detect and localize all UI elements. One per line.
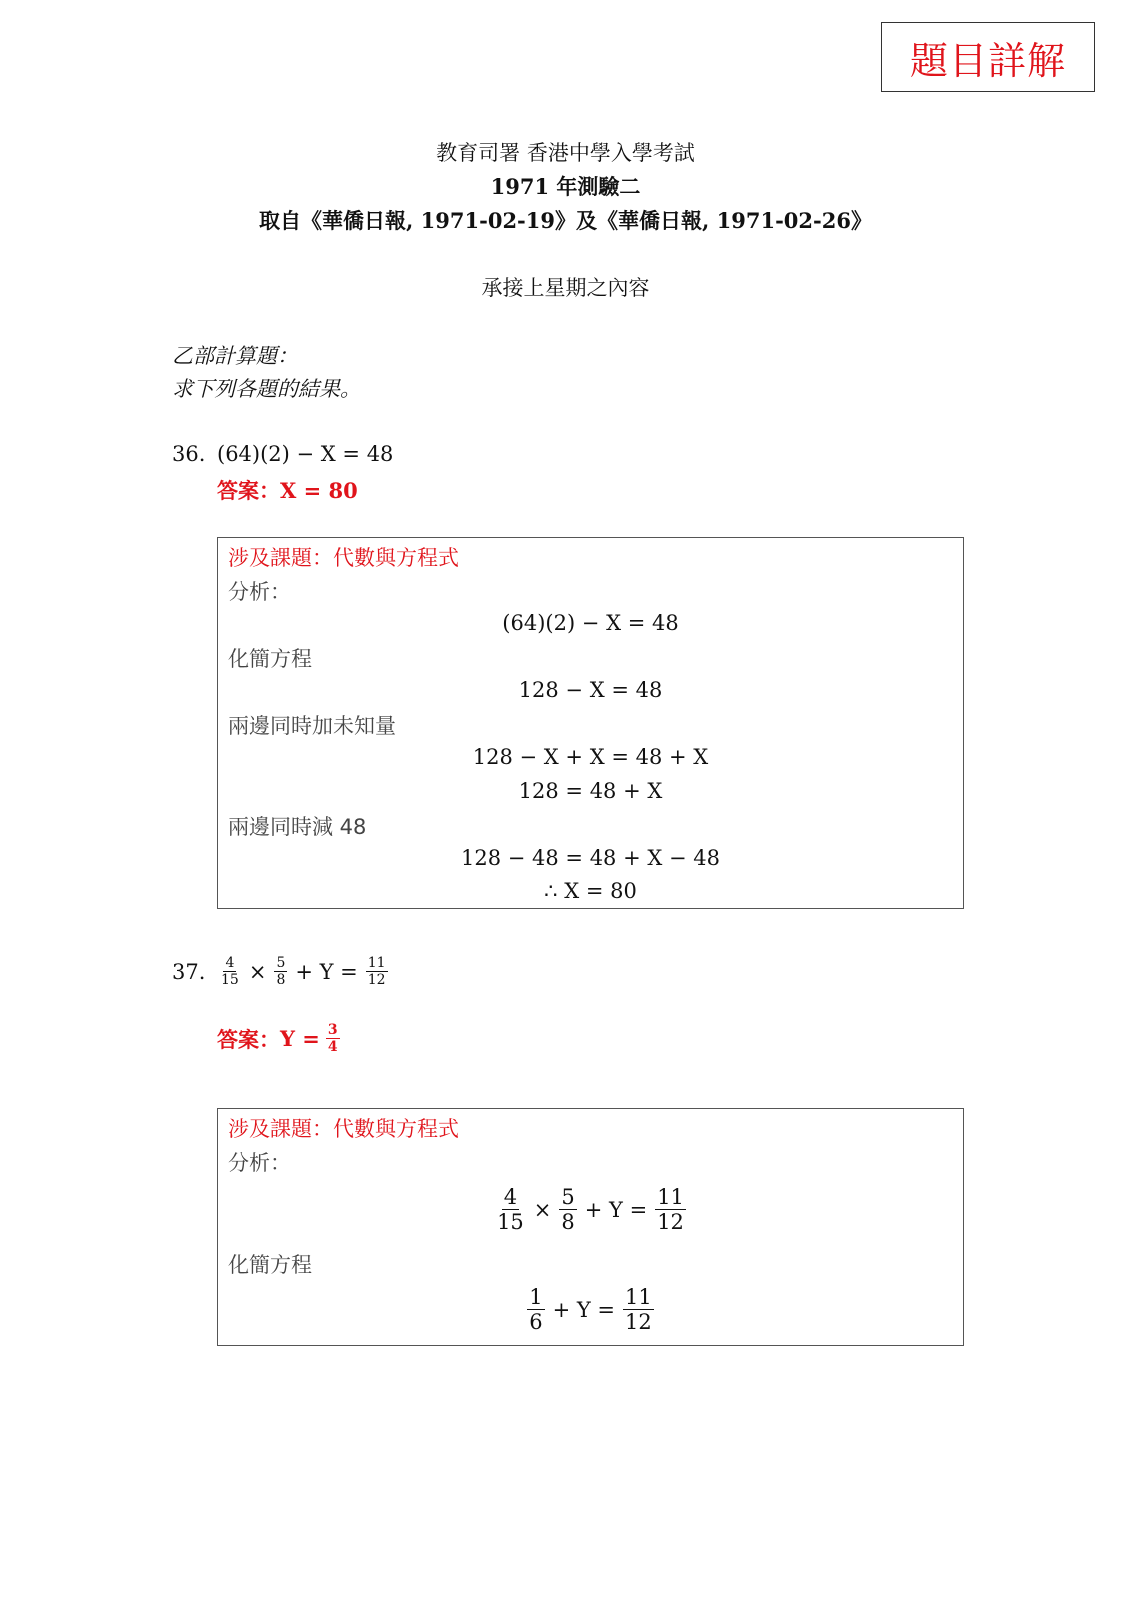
numerator: 3 xyxy=(327,1022,338,1038)
question-number: 36. xyxy=(172,442,206,466)
step-label: 兩邊同時加未知量 xyxy=(228,714,396,738)
equation-line xyxy=(218,1185,963,1234)
answer-prefix: 答案： xyxy=(217,478,280,503)
solution-box-36 xyxy=(217,537,964,909)
numerator: 5 xyxy=(276,955,286,971)
topic-label: 涉及課題：代數與方程式 xyxy=(228,546,459,570)
numerator: 11 xyxy=(657,1185,684,1209)
plus-y-equals: + Y = xyxy=(584,1197,648,1222)
denominator: 15 xyxy=(221,972,239,989)
analysis-label: 分析： xyxy=(228,1151,291,1175)
numerator: 11 xyxy=(367,955,386,971)
denominator: 8 xyxy=(276,972,286,989)
denominator: 12 xyxy=(625,1310,652,1335)
header-test-year: 1971 年測驗二 xyxy=(490,174,641,199)
denominator: 6 xyxy=(529,1310,543,1335)
step-label: 化簡方程 xyxy=(228,647,312,671)
question-text: (64)(2) − X = 48 xyxy=(217,442,394,466)
denominator: 8 xyxy=(561,1210,575,1235)
equation-line xyxy=(218,1285,963,1334)
denominator: 12 xyxy=(657,1210,684,1235)
question-number: 37. xyxy=(172,959,206,984)
solution-box-37 xyxy=(217,1108,964,1346)
fraction xyxy=(527,1285,544,1334)
answer-lhs: Y = xyxy=(280,1026,320,1052)
fraction xyxy=(655,1185,686,1234)
answer-value: X = 80 xyxy=(280,477,358,503)
fraction xyxy=(366,955,388,988)
numerator: 5 xyxy=(561,1185,575,1209)
fraction xyxy=(274,955,287,988)
fraction xyxy=(495,1185,526,1234)
times-sign: × xyxy=(248,959,267,984)
fraction xyxy=(219,955,241,988)
question-37 xyxy=(172,955,390,988)
topic-label: 涉及課題：代數與方程式 xyxy=(228,1117,459,1141)
fraction xyxy=(623,1285,654,1334)
conclusion-line: ∴ X = 80 xyxy=(544,879,637,903)
header-exam-title: 教育司署 香港中學入學考試 xyxy=(436,141,695,165)
times-sign: × xyxy=(533,1197,552,1222)
denominator: 12 xyxy=(367,972,386,989)
analysis-label: 分析： xyxy=(228,580,291,604)
section-instruction: 求下列各題的結果。 xyxy=(172,377,361,401)
numerator: 1 xyxy=(529,1285,543,1309)
answer-fraction xyxy=(326,1022,340,1055)
equation-line: 128 − X = 48 xyxy=(518,678,663,702)
numerator: 11 xyxy=(625,1285,652,1309)
answer-36 xyxy=(217,475,358,505)
numerator: 4 xyxy=(225,955,235,971)
equation-line: 128 = 48 + X xyxy=(518,779,663,803)
equation-line: 128 − X + X = 48 + X xyxy=(472,745,709,769)
plus-y-equals: + Y = xyxy=(552,1297,616,1322)
answer-prefix: 答案： xyxy=(217,1026,280,1052)
equation-line: 128 − 48 = 48 + X − 48 xyxy=(461,846,720,870)
answer-37 xyxy=(217,1022,342,1055)
numerator: 4 xyxy=(503,1185,518,1209)
solution-badge: 題目詳解 xyxy=(881,22,1095,92)
denominator: 4 xyxy=(327,1039,338,1056)
header-source: 取自《華僑日報, 1971-02-19》及《華僑日報, 1971-02-26》 xyxy=(259,208,872,233)
plus-y-equals: + Y = xyxy=(295,959,358,984)
equation-line: (64)(2) − X = 48 xyxy=(502,611,679,635)
fraction xyxy=(559,1185,576,1234)
step-label: 兩邊同時減 48 xyxy=(228,815,367,839)
step-label: 化簡方程 xyxy=(228,1253,312,1277)
section-title: 乙部計算題： xyxy=(172,344,298,368)
continuation-note: 承接上星期之內容 xyxy=(481,276,650,300)
question-36 xyxy=(172,442,393,466)
denominator: 15 xyxy=(497,1210,524,1235)
